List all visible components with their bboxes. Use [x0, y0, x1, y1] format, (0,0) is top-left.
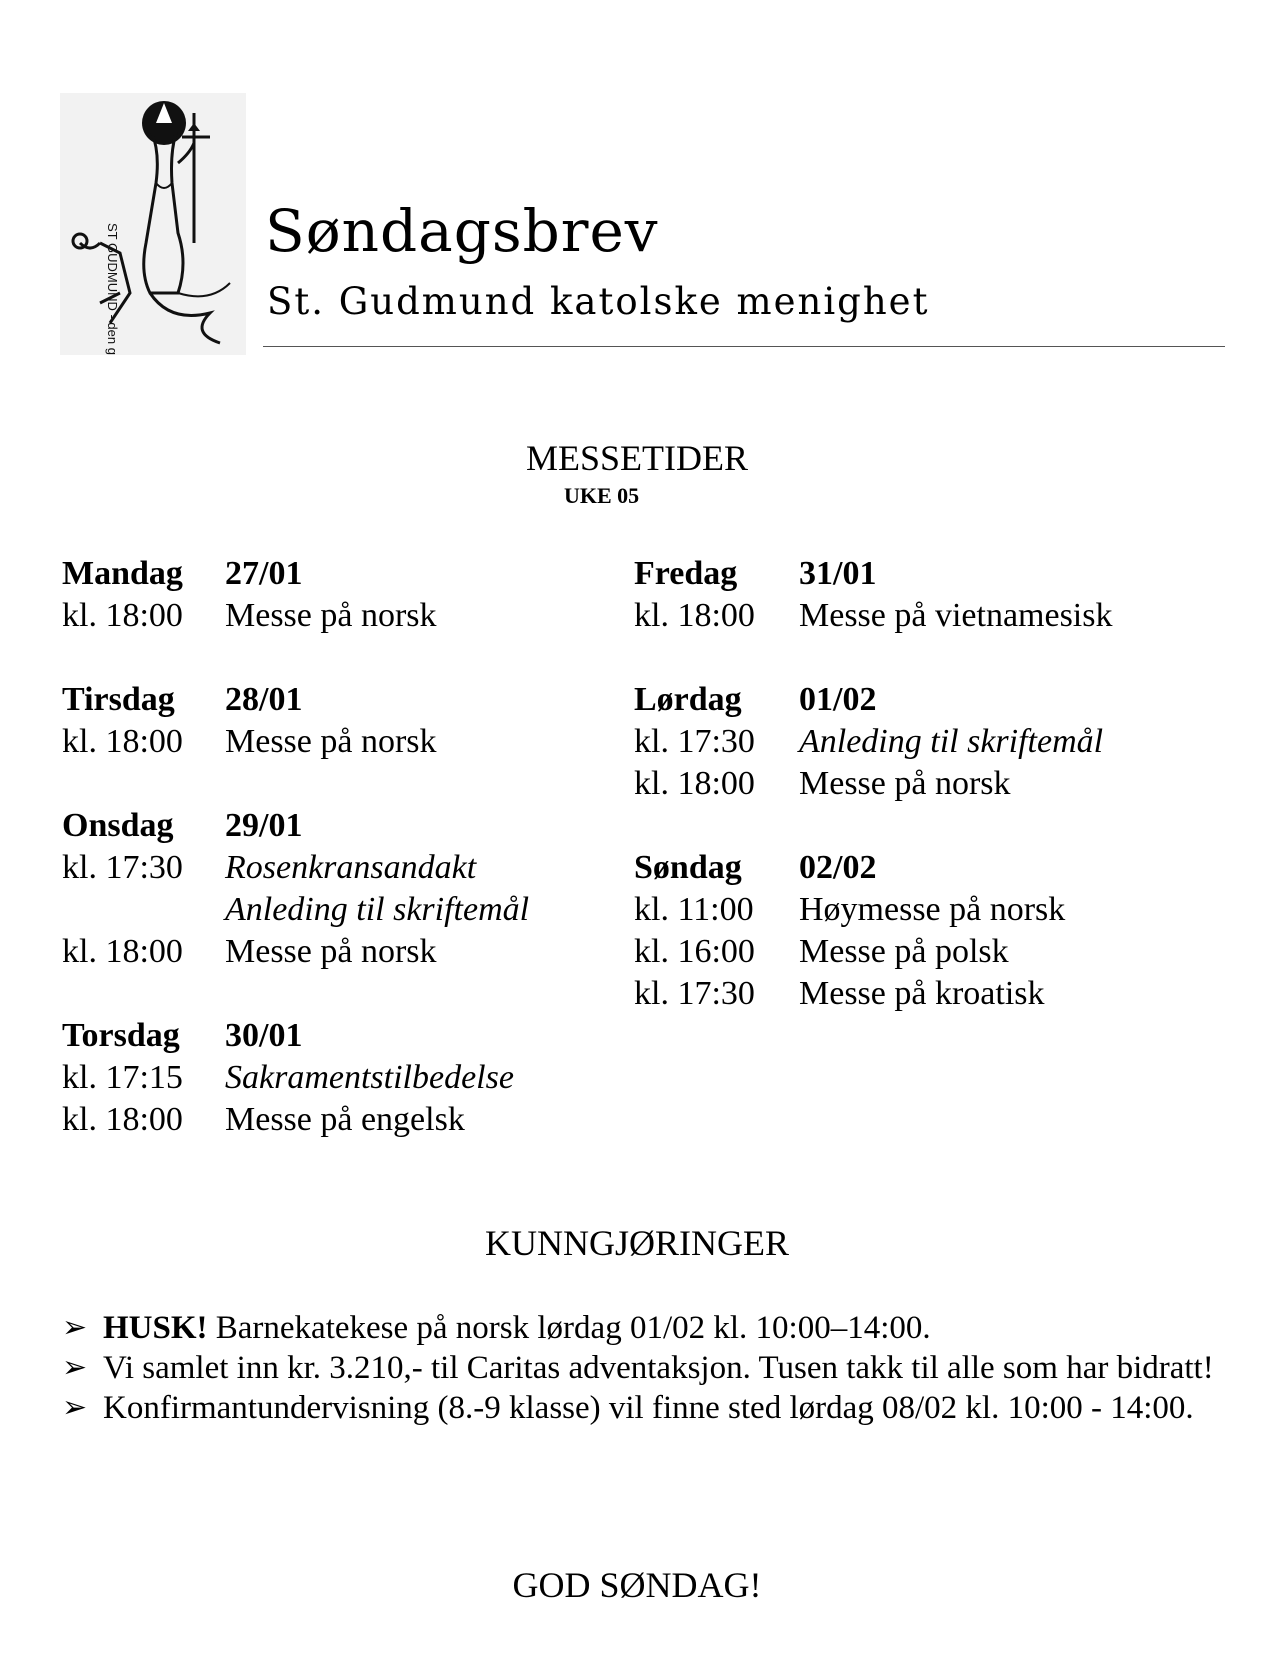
day-header — [62, 553, 529, 595]
service-description: Messe på norsk — [225, 723, 437, 760]
arrowhead-bullet-icon: ➢ — [62, 1390, 88, 1425]
day-name: Mandag — [62, 555, 183, 592]
schedule-title: MESSETIDER — [525, 438, 748, 478]
day-name: Søndag — [634, 849, 742, 886]
service-row — [634, 763, 1113, 805]
day-date: 02/02 — [799, 849, 877, 886]
service-row — [634, 889, 1113, 931]
week-label: UKE 05 — [564, 483, 640, 508]
day-block — [62, 805, 529, 973]
service-time — [62, 889, 225, 931]
service-description: Messe på kroatisk — [799, 975, 1045, 1012]
announcement-item — [62, 1348, 1232, 1388]
service-time: kl. 17:15 — [62, 1059, 183, 1096]
service-description: Rosenkransandakt — [225, 849, 477, 886]
schedule-column-right — [634, 553, 1113, 1057]
day-name: Torsdag — [62, 1017, 180, 1054]
service-description: Messe på norsk — [225, 933, 437, 970]
announcement-item — [62, 1308, 1232, 1348]
day-header — [634, 679, 1113, 721]
service-row — [634, 973, 1113, 1015]
service-time: kl. 18:00 — [62, 933, 183, 970]
service-row — [62, 721, 529, 763]
service-time: kl. 17:30 — [62, 849, 183, 886]
day-block — [62, 553, 529, 637]
day-header — [634, 553, 1113, 595]
service-time: kl. 17:30 — [634, 975, 755, 1012]
day-date: 28/01 — [225, 681, 303, 718]
service-description: Anleding til skriftemål — [799, 723, 1104, 760]
service-time: kl. 18:00 — [634, 597, 755, 634]
day-name: Onsdag — [62, 807, 174, 844]
announcement-text: Konfirmantundervisning (8.-9 klasse) vil finne sted lørdag 08/02 kl. 10:00 - 14:00. — [103, 1390, 1194, 1426]
service-row — [634, 721, 1113, 763]
announcement-text: Barnekatekese på norsk lørdag 01/02 kl. 10:00–14:00. — [207, 1310, 931, 1346]
service-time: kl. 11:00 — [634, 891, 754, 928]
day-name: Fredag — [634, 555, 738, 592]
announcement-item — [62, 1388, 1232, 1428]
day-date: 27/01 — [225, 555, 303, 592]
day-block — [634, 553, 1113, 637]
service-row — [62, 595, 529, 637]
page-subtitle: St. Gudmund katolske menighet — [267, 280, 930, 323]
day-block — [634, 847, 1113, 1015]
day-name: Lørdag — [634, 681, 742, 718]
arrowhead-bullet-icon: ➢ — [62, 1310, 88, 1345]
day-date: 29/01 — [225, 807, 303, 844]
service-description: Høymesse på norsk — [799, 891, 1066, 928]
parish-logo — [60, 93, 246, 355]
day-block — [62, 679, 529, 763]
service-row — [62, 889, 529, 931]
service-time: kl. 18:00 — [634, 765, 755, 802]
day-date: 31/01 — [799, 555, 877, 592]
service-row — [62, 847, 529, 889]
day-date: 01/02 — [799, 681, 877, 718]
service-row — [62, 931, 529, 973]
service-row — [634, 931, 1113, 973]
service-description: Messe på polsk — [799, 933, 1009, 970]
service-time: kl. 17:30 — [634, 723, 755, 760]
announcements-title: KUNNGJØRINGER — [485, 1223, 789, 1263]
announcements-list — [62, 1308, 1232, 1428]
day-header — [62, 805, 529, 847]
service-time: kl. 18:00 — [62, 723, 183, 760]
service-row — [62, 1099, 529, 1141]
arrowhead-bullet-icon: ➢ — [62, 1350, 88, 1385]
service-row — [62, 1057, 529, 1099]
page-title: Søndagsbrev — [265, 197, 659, 265]
schedule-column-left — [62, 553, 529, 1183]
service-description: Sakramentstilbedelse — [225, 1059, 514, 1096]
announcement-emphasis: HUSK! — [103, 1310, 208, 1346]
announcement-text: Vi samlet inn kr. 3.210,- til Caritas adventaksjon. Tusen takk til alle som har bidratt! — [103, 1350, 1214, 1386]
service-row — [634, 595, 1113, 637]
header-divider — [263, 346, 1225, 347]
day-block — [62, 1015, 529, 1141]
day-header — [634, 847, 1113, 889]
service-description: Anleding til skriftemål — [225, 891, 530, 928]
service-time: kl. 18:00 — [62, 1101, 183, 1138]
service-time: kl. 16:00 — [634, 933, 755, 970]
service-description: Messe på vietnamesisk — [799, 597, 1113, 634]
day-header — [62, 1015, 529, 1057]
day-name: Tirsdag — [62, 681, 175, 718]
day-block — [634, 679, 1113, 805]
service-time: kl. 18:00 — [62, 597, 183, 634]
logo-lettering: ST GUDMUND - den gode — [105, 223, 120, 355]
day-header — [62, 679, 529, 721]
closing-greeting: GOD SØNDAG! — [512, 1565, 762, 1605]
day-date: 30/01 — [225, 1017, 303, 1054]
service-description: Messe på norsk — [799, 765, 1011, 802]
service-description: Messe på norsk — [225, 597, 437, 634]
service-description: Messe på engelsk — [225, 1101, 465, 1138]
